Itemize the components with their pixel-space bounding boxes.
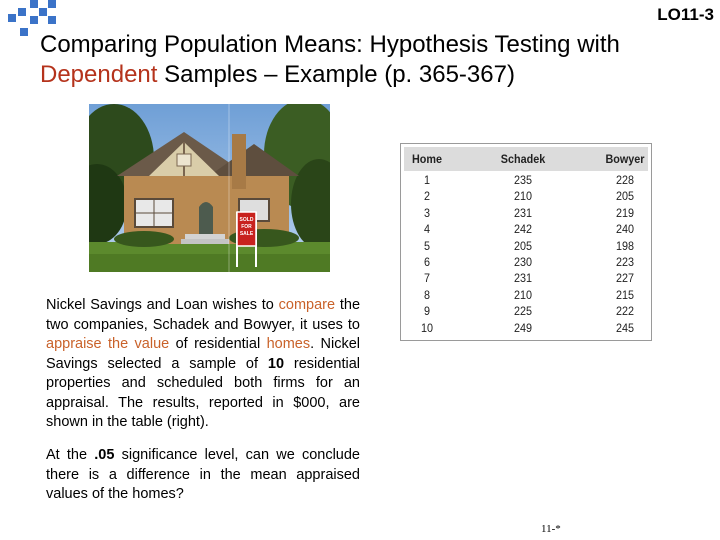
table-cell: 4 (423, 222, 431, 237)
sign-word: SOLD (239, 217, 254, 223)
table-cell: 228 (615, 173, 635, 187)
table-cell: 210 (513, 287, 533, 302)
table-cell: 210 (513, 189, 533, 204)
sign-word: SALE (239, 231, 254, 237)
problem-question: At the .05 significance level, can we conclude there is a difference in the mean appraised values of the homes? (46, 447, 360, 502)
table-cell: 235 (513, 173, 533, 187)
table-cell: 215 (615, 287, 635, 302)
table-cell: 222 (615, 304, 635, 319)
table-cell: 6 (423, 255, 431, 269)
table-cell: 205 (615, 189, 635, 204)
table-cell: 1 (423, 173, 431, 187)
table-column-header: Schadek (500, 152, 546, 166)
problem-description: Nickel Savings and Loan wishes to compare the two companies, Schadek and Bowyer, it uses to appraise the value of residential homes. Nickel Savings selected a sample of 10 residential properties and scheduled both firms for an appraisal. The results, reported in $000, are shown in the table (right). (46, 297, 361, 430)
table-cell: 205 (513, 238, 533, 253)
table-cell: 240 (615, 222, 635, 237)
slide-title: Comparing Population Means: Hypothesis Testing with Dependent Samples – Example (p. 365-367) (40, 31, 620, 88)
table-column-header: Home (411, 152, 443, 166)
house-photo (89, 104, 330, 272)
table-cell: 245 (615, 320, 635, 335)
table-cell: 242 (513, 222, 533, 237)
learning-objective-code: LO11-3 (657, 5, 714, 24)
table-cell: 231 (513, 205, 533, 220)
sign-word: FOR (241, 224, 252, 230)
table-cell: 10 (420, 320, 434, 335)
table-cell: 198 (615, 238, 635, 253)
table-cell: 3 (423, 205, 431, 220)
slide-number: 11-* (541, 523, 561, 535)
table-cell: 219 (615, 205, 635, 220)
table-cell: 2 (423, 189, 431, 204)
table-cell: 223 (615, 255, 635, 269)
table-cell: 7 (423, 271, 431, 286)
table-cell: 225 (513, 304, 533, 319)
table-cell: 227 (615, 271, 635, 286)
table-cell: 230 (513, 255, 533, 269)
appraisal-table (400, 143, 652, 341)
table-cell: 231 (513, 271, 533, 286)
table-cell: 8 (423, 287, 431, 302)
table-cell: 9 (423, 304, 431, 319)
table-cell: 249 (513, 320, 533, 335)
table-cell: 5 (423, 238, 431, 253)
table-column-header: Bowyer (605, 152, 645, 166)
